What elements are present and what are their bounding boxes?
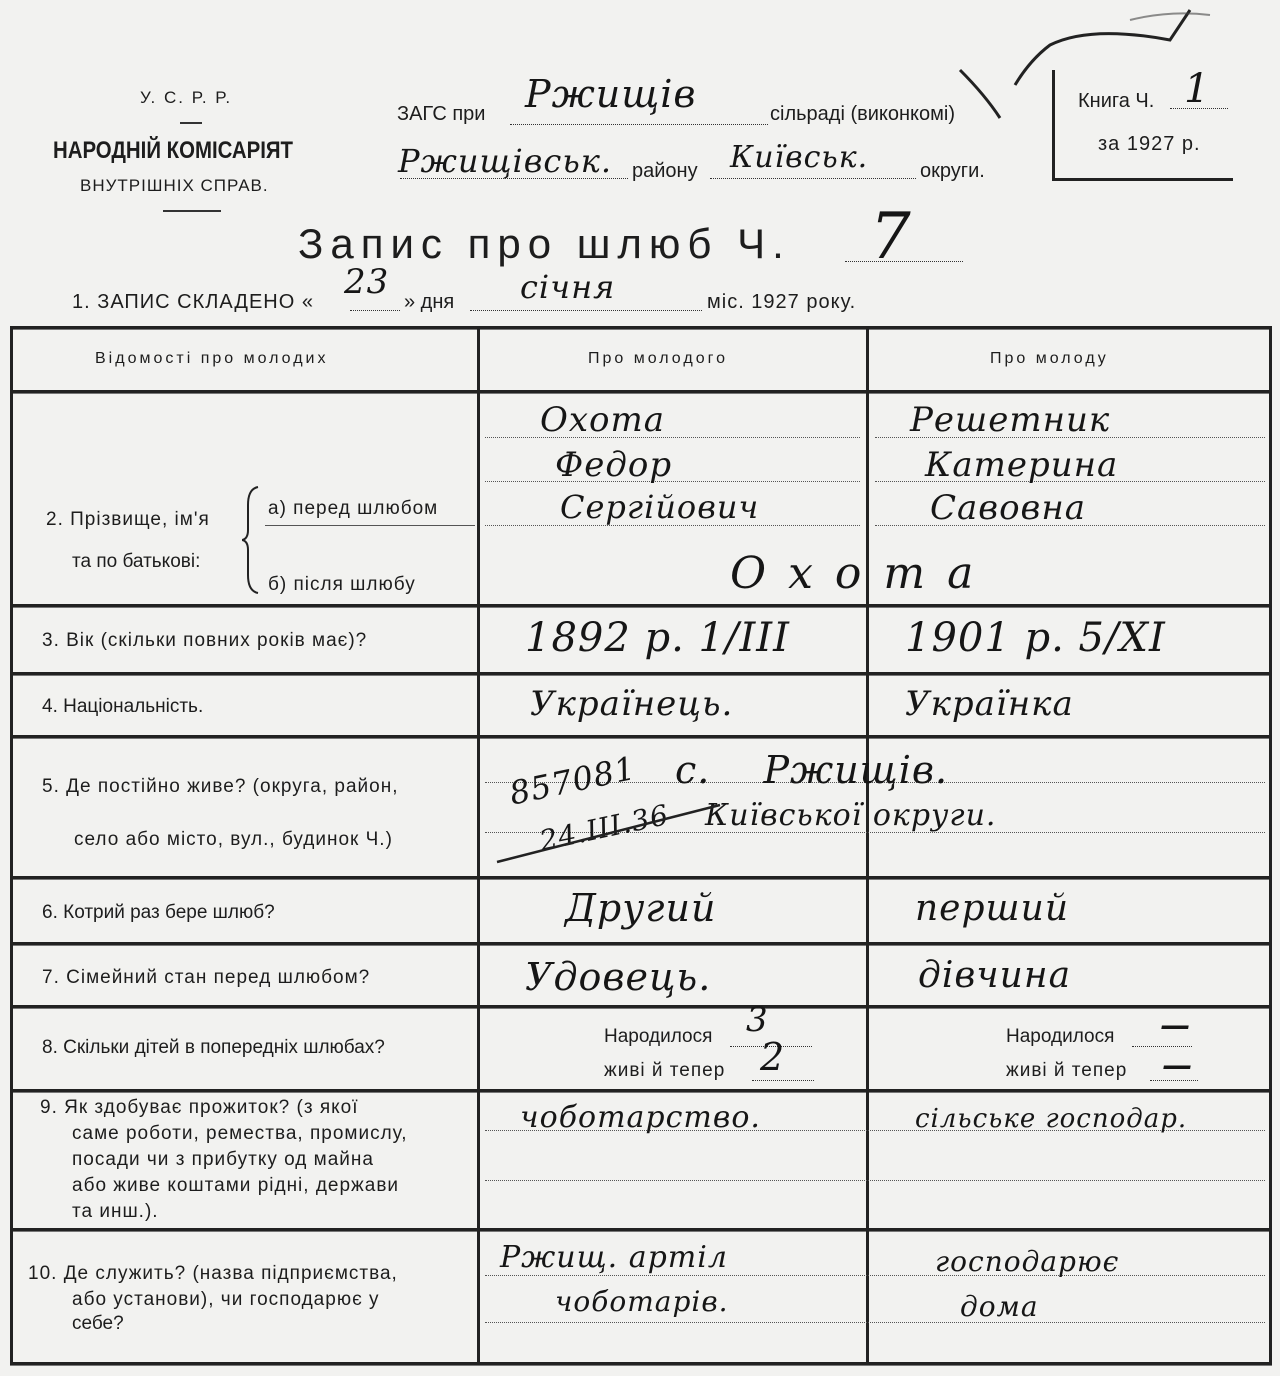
table-rule [10,1228,1272,1232]
bride-surname: Решетник [910,400,1111,440]
residence-stamp-2: 24.III.36 [536,798,672,858]
record-year-label: міс. 1927 року. [707,291,857,313]
groom-born-label: Народилося [604,1026,713,1047]
table-rule [10,1089,1272,1093]
table-rule [10,735,1272,739]
bride-service-2: дома [960,1290,1039,1323]
groom-born: 3 [746,1000,769,1040]
header-rule [163,210,221,212]
residence-stamp-1: 857081 [506,748,640,813]
bride-service-1: господарює [935,1245,1120,1278]
checkmark-icon [940,0,1280,180]
table-rule [10,604,1272,608]
residence-label-1: 5. Де постійно живе? (округа, район, [42,776,399,797]
bride-alive: — [1162,1048,1193,1083]
zags-value: Ржищів [525,72,697,116]
header-internal: ВНУТРІШНІХ СПРАВ. [80,176,269,195]
header-info: Відомості про молодих [95,350,329,367]
residence-label-2: село або місто, вул., будинок Ч.) [74,829,393,850]
book-year: за 1927 р. [1098,133,1201,155]
table-rule [477,326,480,1365]
groom-surname: Охота [540,400,666,440]
groom-name: Федор [555,445,673,485]
after-label: б) після шлюбу [268,574,416,595]
livelihood-line [485,1180,1265,1181]
residence-line-2: Київської округи. [705,798,997,833]
marriage-count-label: 6. Котрий раз бере шлюб? [42,902,275,923]
bride-family-status: дівчина [918,955,1072,996]
groom-alive-label: живі й тепер [604,1060,726,1081]
okrug-value: Київськ. [730,140,869,175]
header-bride: Про молоду [990,350,1109,367]
table-rule [10,1005,1272,1009]
record-date-label: 1. ЗАПИС СКЛАДЕНО « [72,291,314,313]
name-label-1: 2. Прізвище, ім'я [46,509,210,530]
livelihood-label-3: посади чи з прибутку од майна [72,1149,374,1170]
groom-service-1: Ржищ. артіл [500,1240,728,1275]
bride-marriage-count: перший [915,888,1070,929]
bride-born: — [1160,1008,1191,1043]
table-rule [866,604,869,1365]
service-label-3: себе? [72,1313,124,1334]
groom-family-status: Удовець. [525,955,712,999]
livelihood-label-1: 9. Як здобуває прожиток? (з якої [40,1097,359,1118]
bride-born-label: Народилося [1006,1026,1115,1047]
table-rule [10,1362,1272,1366]
before-underline [265,525,475,526]
record-title: Запис про шлюб Ч. [298,220,791,267]
residence-line-1: с. Ржищів. [675,748,949,792]
service-line [485,1275,1265,1276]
service-label-2: або установи), чи господарює у [72,1289,380,1310]
residence-stroke-icon [495,800,725,870]
bride-name: Катерина [925,445,1119,485]
header-ussr: У. С. Р. Р. [140,88,233,107]
groom-livelihood: чоботарство. [520,1100,761,1135]
table-rule [1269,326,1272,1365]
table-rule [10,672,1272,676]
after-surname: Охота [730,548,996,599]
bride-age: 1901 р. 5/XI [905,615,1166,661]
brace-icon [242,485,262,595]
header-commissariat: НАРОДНІЙ КОМІСАРІЯТ [53,137,294,164]
groom-name-line [485,481,860,482]
district-line [400,158,628,179]
book-value: 1 [1184,66,1211,112]
bride-patronymic: Савовна [930,488,1086,528]
district-value: Ржищівськ. [398,142,613,180]
service-line [485,1322,1265,1323]
bride-nationality: Українка [905,684,1074,724]
header-groom: Про молодого [588,350,728,367]
children-label: 8. Скільки дітей в попередніх шлюбах? [42,1037,385,1058]
okrug-label: округи. [920,160,985,182]
groom-marriage-count: Другий [565,886,717,930]
district-label: району [632,160,698,182]
bride-livelihood: сільське господар. [915,1104,1188,1134]
record-month: січня [520,268,616,306]
family-status-label: 7. Сімейний стан перед шлюбом? [42,967,371,988]
record-day-label: » дня [404,291,455,313]
name-label-2: та по батькові: [72,551,201,572]
service-label-1: 10. Де служить? (назва підприємства, [28,1263,398,1284]
book-label: Книга Ч. [1078,90,1155,112]
table-rule [10,326,1272,330]
record-day: 23 [344,262,390,302]
before-label: а) перед шлюбом [268,498,439,519]
table-rule [10,876,1272,880]
livelihood-label-4: або живе коштами рідні, держави [72,1175,400,1196]
groom-age: 1892 р. 1/III [525,615,790,661]
table-rule [10,390,1272,394]
groom-alive: 2 [760,1035,786,1079]
groom-patronymic: Сергійович [560,488,760,526]
bride-alive-label: живі й тепер [1006,1060,1128,1081]
age-label: 3. Вік (скільки повних років має)? [42,630,368,651]
zags-label: ЗАГС при [397,103,486,125]
council-label: сільраді (виконкомі) [770,103,955,125]
groom-service-2: чоботарів. [555,1285,729,1318]
livelihood-label-5: та инш.). [72,1201,159,1222]
nationality-label: 4. Національність. [42,696,204,717]
table-rule [10,326,13,1365]
header-dash [180,122,202,124]
record-number: 7 [870,200,912,274]
groom-nationality: Українець. [530,684,734,724]
livelihood-label-2: саме роботи, ремества, промислу, [72,1123,408,1144]
table-rule [10,942,1272,946]
